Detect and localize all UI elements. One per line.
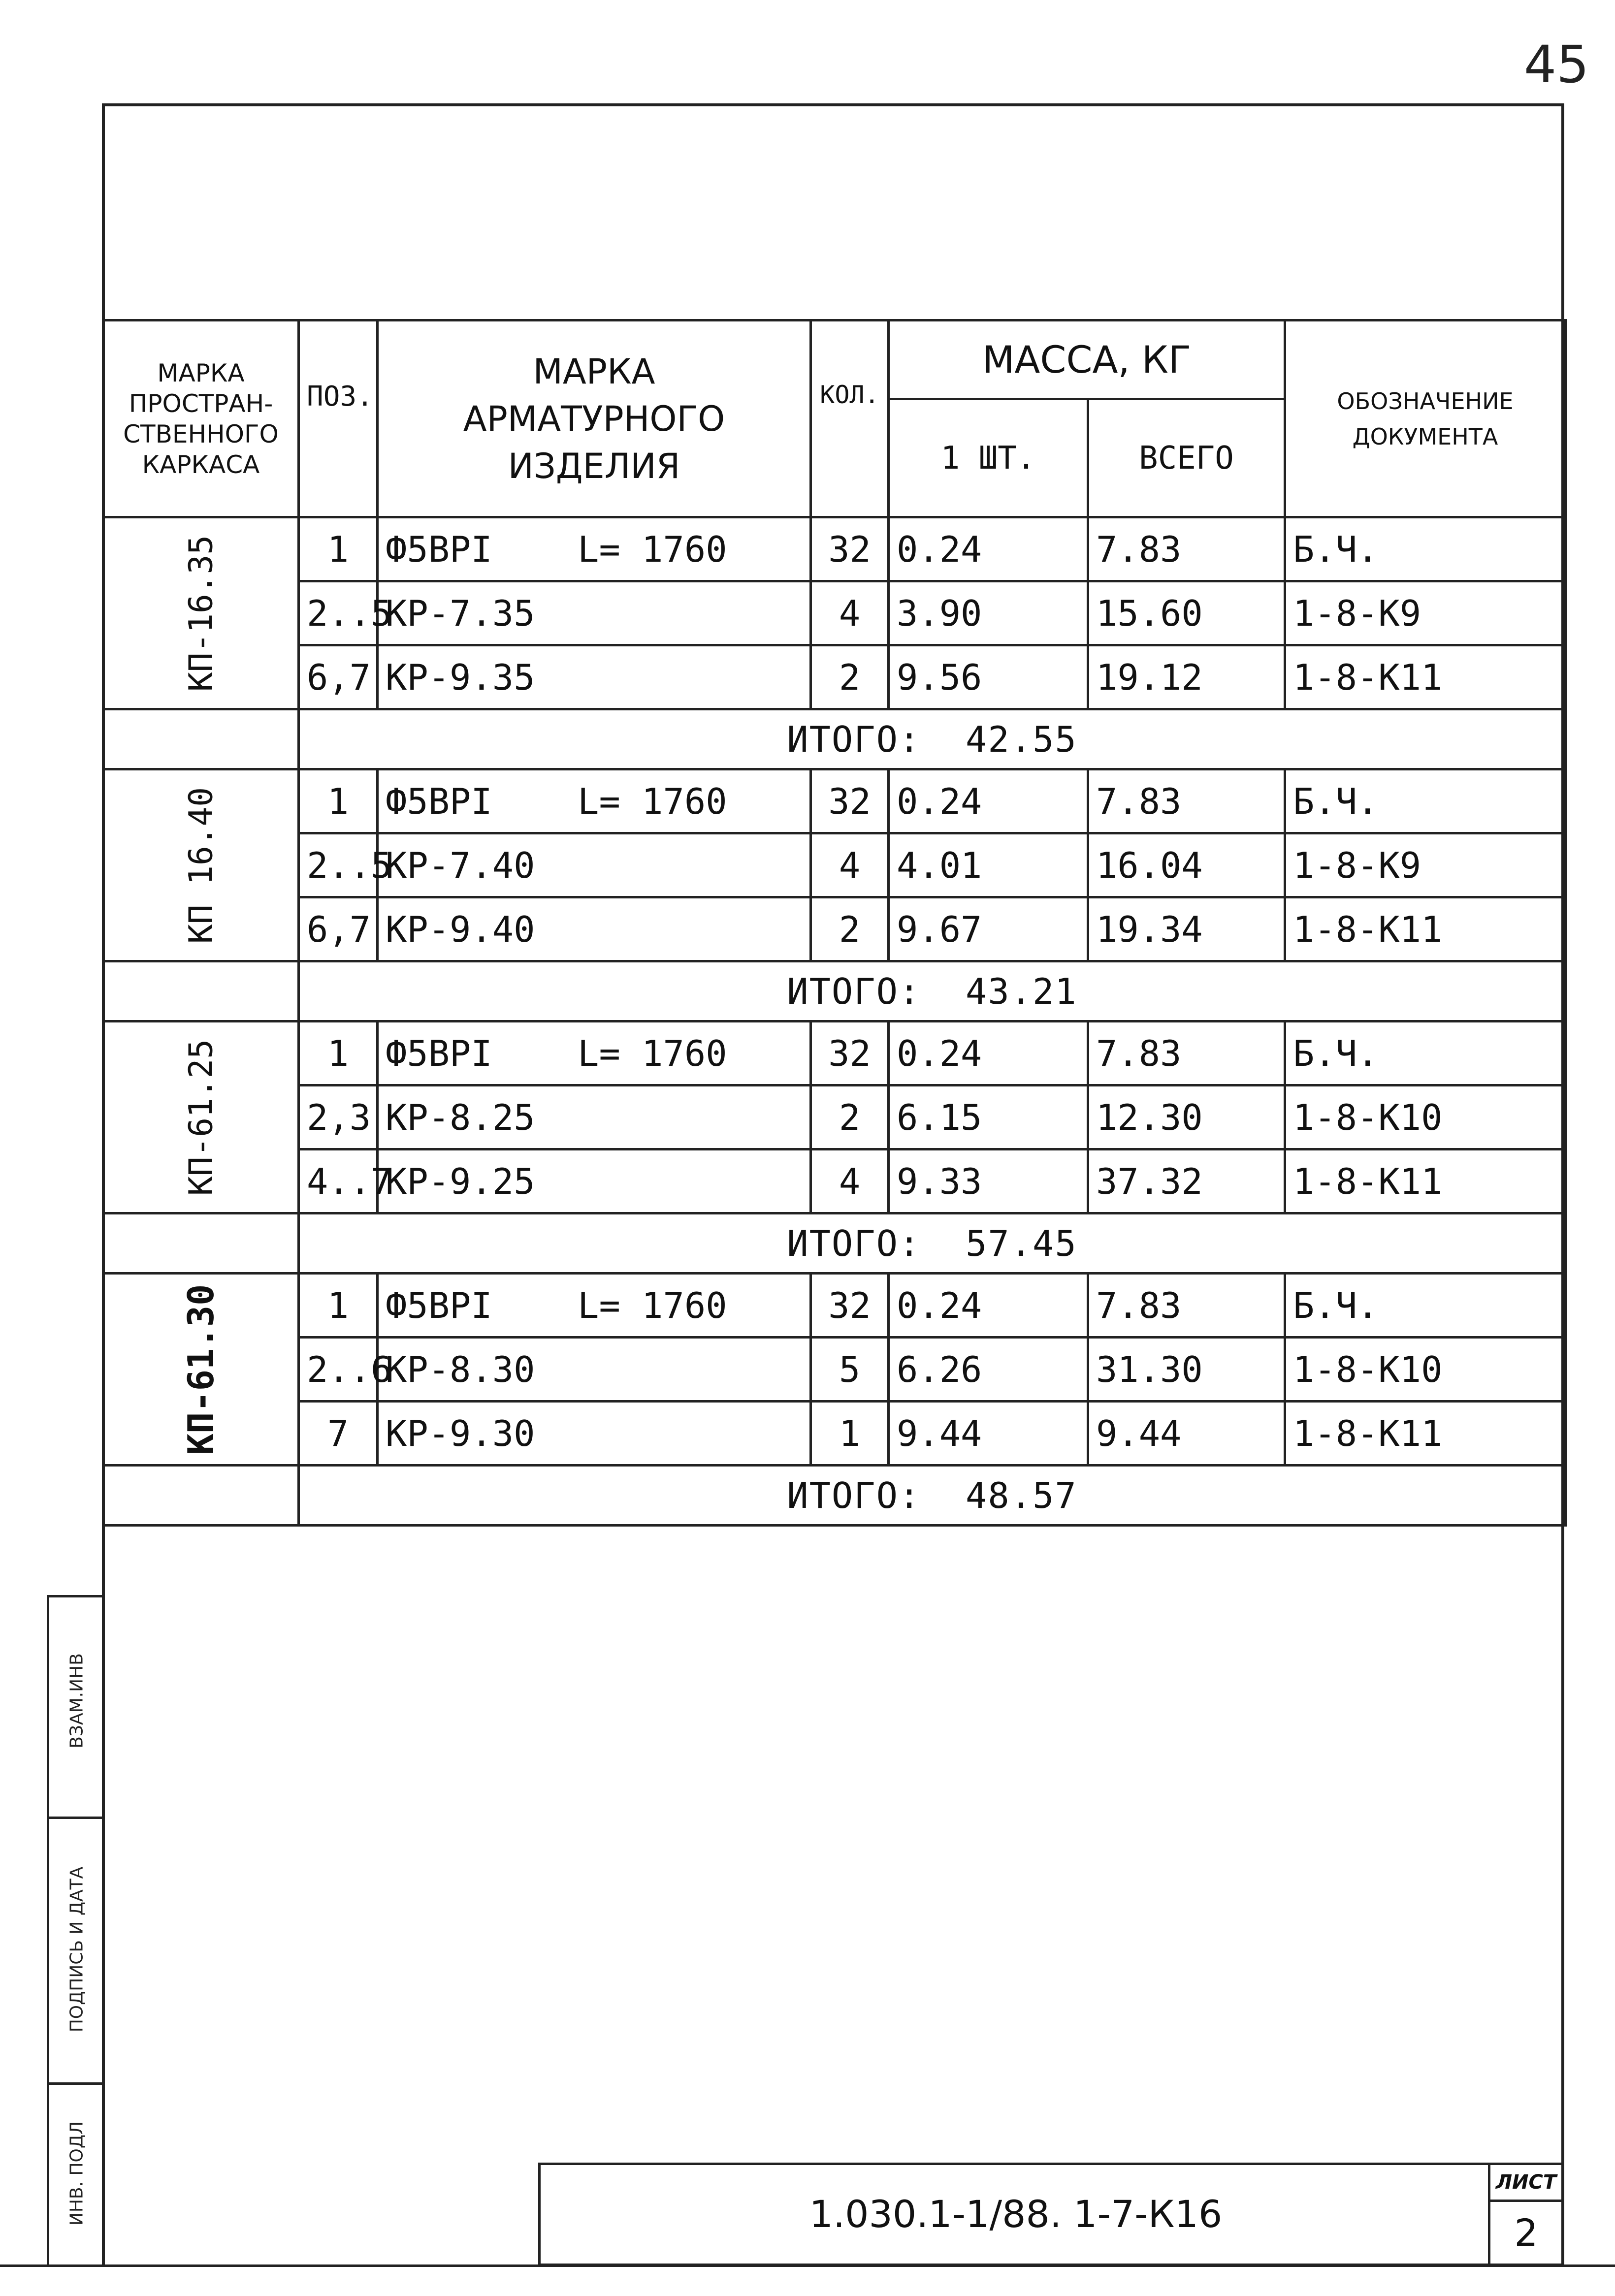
document-cell: 1-8-К9 [1285, 581, 1566, 645]
mass-total-cell: 7.83 [1088, 517, 1285, 581]
quantity-cell: 32 [811, 769, 889, 833]
table-row [103, 897, 1566, 961]
quantity-cell: 2 [811, 1085, 889, 1149]
specification-table [102, 319, 1567, 1527]
quantity-cell: 32 [811, 517, 889, 581]
sheet-box [1488, 2165, 1562, 2264]
quantity-cell: 4 [811, 1149, 889, 1213]
quantity-cell: 4 [811, 581, 889, 645]
position-cell: 1 [299, 1274, 378, 1338]
header-rebar-item-mark [378, 320, 811, 517]
item-cell: КР-9.25 [378, 1149, 811, 1213]
frame-mark: КП-61.25 [182, 1039, 220, 1196]
table-row [103, 1338, 1566, 1402]
side-stamp-strip [47, 1595, 102, 2265]
sheet-number: 2 [1514, 2211, 1538, 2255]
total-spacer [103, 1213, 299, 1274]
table-row [103, 769, 1566, 833]
page-number: 45 [1524, 34, 1589, 95]
side-label-signature-date: ПОДПИСЬ И ДАТА [66, 1866, 87, 2033]
position-cell: 4..7 [299, 1149, 378, 1213]
header-mass-total: ВСЕГО [1088, 399, 1285, 517]
mass-total-cell: 12.30 [1088, 1085, 1285, 1149]
document-cell: 1-8-К10 [1285, 1338, 1566, 1402]
table-row [103, 1085, 1566, 1149]
document-cell: 1-8-К10 [1285, 1085, 1566, 1149]
mass-total-cell: 16.04 [1088, 833, 1285, 897]
position-cell: 2,3 [299, 1085, 378, 1149]
item-cell: КР-9.35 [378, 645, 811, 709]
document-code: 1.030.1-1/88. 1-7-К16 [809, 2192, 1223, 2236]
item-cell: КР-7.35 [378, 581, 811, 645]
document-cell: Б.Ч. [1285, 1021, 1566, 1085]
header-text: ОБОЗНАЧЕНИЕ [1337, 387, 1514, 415]
document-cell: Б.Ч. [1285, 1274, 1566, 1338]
quantity-cell: 32 [811, 1021, 889, 1085]
total-spacer [103, 961, 299, 1021]
header-text: ПРОСТРАН- [129, 389, 273, 418]
table-row [103, 1149, 1566, 1213]
item-cell: КР-9.30 [378, 1402, 811, 1466]
mass-total-cell: 37.32 [1088, 1149, 1285, 1213]
side-label-original-inventory: ИНВ. ПОДЛ [66, 2121, 87, 2226]
position-cell: 1 [299, 1021, 378, 1085]
item-cell: КР-8.30 [378, 1338, 811, 1402]
frame-mark-cell [103, 1021, 299, 1213]
mass-unit-cell: 0.24 [889, 1021, 1088, 1085]
mass-total-cell: 7.83 [1088, 769, 1285, 833]
sheet-label: ЛИСТ [1490, 2165, 1562, 2202]
document-cell: Б.Ч. [1285, 517, 1566, 581]
frame-mark: КП-16.35 [182, 535, 220, 692]
total-row [103, 709, 1566, 769]
mass-total-cell: 7.83 [1088, 1274, 1285, 1338]
quantity-cell: 5 [811, 1338, 889, 1402]
group-total: ИТОГО: 43.21 [299, 961, 1566, 1021]
position-cell: 6,7 [299, 897, 378, 961]
table-row [103, 517, 1566, 581]
header-quantity: КОЛ. [811, 320, 889, 517]
position-cell: 1 [299, 517, 378, 581]
side-divider [49, 2082, 104, 2085]
item-cell: Ф5ВРI L= 1760 [378, 769, 811, 833]
header-text: КАРКАСА [142, 450, 260, 479]
table-row [103, 1021, 1566, 1085]
item-cell: Ф5ВРI L= 1760 [378, 517, 811, 581]
position-cell: 1 [299, 769, 378, 833]
position-cell: 2..6 [299, 1338, 378, 1402]
table-row [103, 1274, 1566, 1338]
document-cell: 1-8-К11 [1285, 897, 1566, 961]
quantity-cell: 2 [811, 645, 889, 709]
document-cell: Б.Ч. [1285, 769, 1566, 833]
mass-unit-cell: 0.24 [889, 769, 1088, 833]
table-row [103, 833, 1566, 897]
header-text: ИЗДЕЛИЯ [508, 446, 680, 486]
header-document [1285, 320, 1566, 517]
frame-mark: КП 16.40 [182, 787, 220, 944]
header-mass: МАССА, КГ [889, 320, 1285, 399]
header-text: ДОКУМЕНТА [1352, 423, 1498, 450]
title-block [538, 2163, 1564, 2266]
total-row [103, 1213, 1566, 1274]
document-cell: 1-8-К11 [1285, 1149, 1566, 1213]
side-divider [49, 1817, 104, 1819]
mass-total-cell: 9.44 [1088, 1402, 1285, 1466]
mass-unit-cell: 9.33 [889, 1149, 1088, 1213]
mass-unit-cell: 0.24 [889, 1274, 1088, 1338]
total-spacer [103, 709, 299, 769]
position-cell: 6,7 [299, 645, 378, 709]
document-cell: 1-8-К11 [1285, 1402, 1566, 1466]
quantity-cell: 32 [811, 1274, 889, 1338]
header-text: СТВЕННОГО [123, 419, 279, 448]
quantity-cell: 4 [811, 833, 889, 897]
mass-unit-cell: 6.15 [889, 1085, 1088, 1149]
frame-mark-cell [103, 769, 299, 961]
frame-mark-cell [103, 517, 299, 709]
mass-total-cell: 15.60 [1088, 581, 1285, 645]
frame-mark-cell [103, 1274, 299, 1466]
item-cell: КР-8.25 [378, 1085, 811, 1149]
mass-total-cell: 31.30 [1088, 1338, 1285, 1402]
mass-unit-cell: 4.01 [889, 833, 1088, 897]
mass-total-cell: 19.34 [1088, 897, 1285, 961]
total-spacer [103, 1466, 299, 1526]
table-row [103, 581, 1566, 645]
mass-unit-cell: 9.67 [889, 897, 1088, 961]
mass-unit-cell: 9.44 [889, 1402, 1088, 1466]
header-text: МАРКА [157, 358, 245, 387]
mass-unit-cell: 6.26 [889, 1338, 1088, 1402]
table-row [103, 1402, 1566, 1466]
item-cell: КР-9.40 [378, 897, 811, 961]
mass-total-cell: 19.12 [1088, 645, 1285, 709]
item-cell: Ф5ВРI L= 1760 [378, 1021, 811, 1085]
position-cell: 7 [299, 1402, 378, 1466]
group-total: ИТОГО: 48.57 [299, 1466, 1566, 1526]
header-position: ПОЗ. [299, 320, 378, 517]
table-row [103, 645, 1566, 709]
document-cell: 1-8-К9 [1285, 833, 1566, 897]
item-cell: Ф5ВРI L= 1760 [378, 1274, 811, 1338]
side-label-replacement: ВЗАМ.ИНВ [66, 1653, 87, 1749]
mass-unit-cell: 3.90 [889, 581, 1088, 645]
frame-mark: КП-61.30 [180, 1284, 222, 1455]
mass-total-cell: 7.83 [1088, 1021, 1285, 1085]
total-row [103, 1466, 1566, 1526]
mass-unit-cell: 0.24 [889, 517, 1088, 581]
header-text: МАРКА [533, 351, 655, 392]
item-cell: КР-7.40 [378, 833, 811, 897]
position-cell: 2..5 [299, 581, 378, 645]
header-mass-per-unit: 1 ШТ. [889, 399, 1088, 517]
quantity-cell: 1 [811, 1402, 889, 1466]
document-cell: 1-8-К11 [1285, 645, 1566, 709]
table-header-row-1 [103, 320, 1566, 399]
group-total: ИТОГО: 57.45 [299, 1213, 1566, 1274]
position-cell: 2..5 [299, 833, 378, 897]
group-total: ИТОГО: 42.55 [299, 709, 1566, 769]
header-text: АРМАТУРНОГО [463, 398, 725, 439]
mass-unit-cell: 9.56 [889, 645, 1088, 709]
total-row [103, 961, 1566, 1021]
header-frame-mark [103, 320, 299, 517]
quantity-cell: 2 [811, 897, 889, 961]
